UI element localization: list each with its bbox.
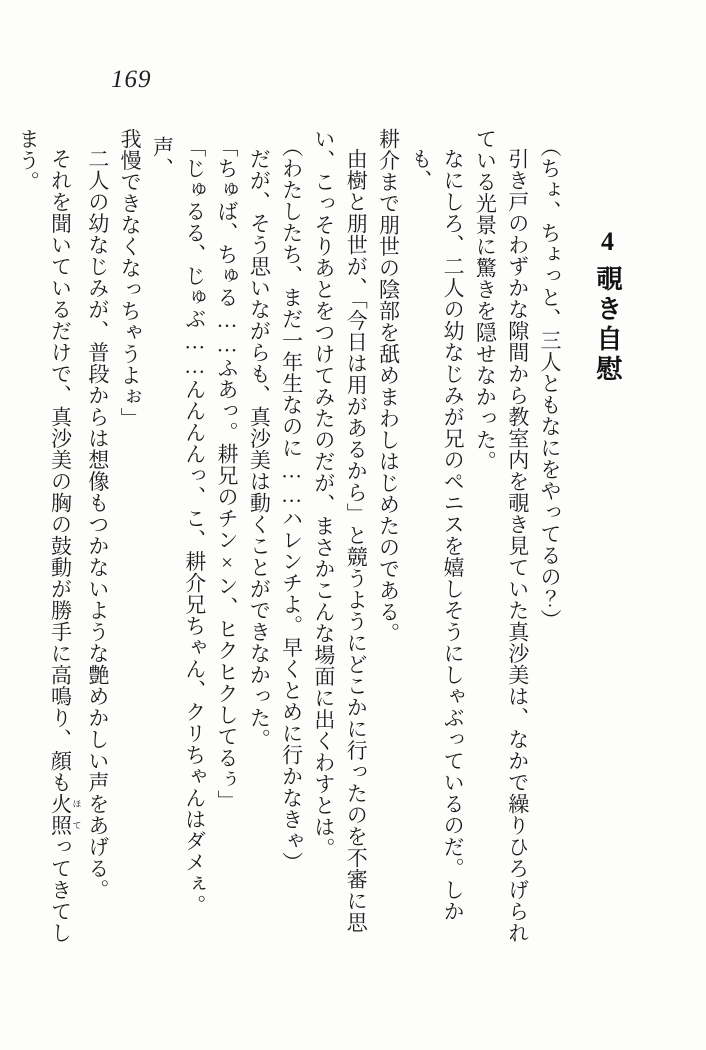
body-line: だが、そう思いながらも、真沙美は動くことができなかった。 bbox=[247, 148, 272, 750]
body-line-with-ruby bbox=[44, 128, 81, 948]
body-line: 由樹と朋世が、「今日は用があるから」と競うようにどこかに行ったのを不審に思 bbox=[344, 148, 369, 933]
ruby-base: 火照 bbox=[48, 793, 73, 836]
body-line: 我慢できなくなっちゃうよぉ」 bbox=[118, 128, 143, 429]
ruby-hoteru bbox=[48, 793, 82, 836]
body-line: ている光景に驚きを隠せなかった。 bbox=[473, 128, 498, 472]
chapter-number: 4 bbox=[593, 227, 622, 260]
body-line: 耕介まで朋世の陰部を舐めまわしはじめたのである。 bbox=[376, 128, 401, 644]
body-line: い、こっそりあとをつけてみたのだが、まさかこんな場面に出くわすとは。 bbox=[311, 128, 336, 859]
body-line-post: ってきてし bbox=[48, 836, 73, 944]
chapter-title: 覗き自慰 bbox=[593, 265, 622, 385]
body-line: なにしろ、二人の幼なじみが兄のペニスを嬉しそうにしゃぶっているのだ。しかも、 bbox=[408, 148, 466, 922]
ruby-text: ほて bbox=[71, 793, 82, 836]
chapter-heading bbox=[587, 128, 627, 948]
body-line: 二人の幼なじみが、普段からは想像もつかないような艶めかしい声をあげる。 bbox=[85, 148, 110, 901]
body-line-pre: それを聞いているだけで、真沙美の胸の鼓動が勝手に高鳴り、顔も bbox=[48, 148, 73, 793]
page-number: 169 bbox=[111, 66, 152, 93]
body-line: 引き戸のわずかな隙間から教室内を覗き見ていた真沙美は、なかで繰りひろげられ bbox=[505, 148, 530, 944]
body-line: 「ちゅば、ちゅる……ふあっ。耕兄のチン×ン、ヒクヒクしてるぅ」 bbox=[215, 136, 240, 812]
text-area bbox=[12, 128, 627, 948]
body-line: まう。 bbox=[16, 128, 41, 193]
body-line: （ちょ、ちょっと、三人ともなにをやってるの？） bbox=[538, 136, 562, 631]
body-line: 「じゅるる、じゅぶ……んんんんっ、こ、耕介兄ちゃん、クリちゃんはダメぇ。声、 bbox=[150, 136, 207, 916]
body-line: （わたしたち、まだ一年生なのに……ハレンチよ。早くとめに行かなきゃ） bbox=[279, 136, 304, 873]
